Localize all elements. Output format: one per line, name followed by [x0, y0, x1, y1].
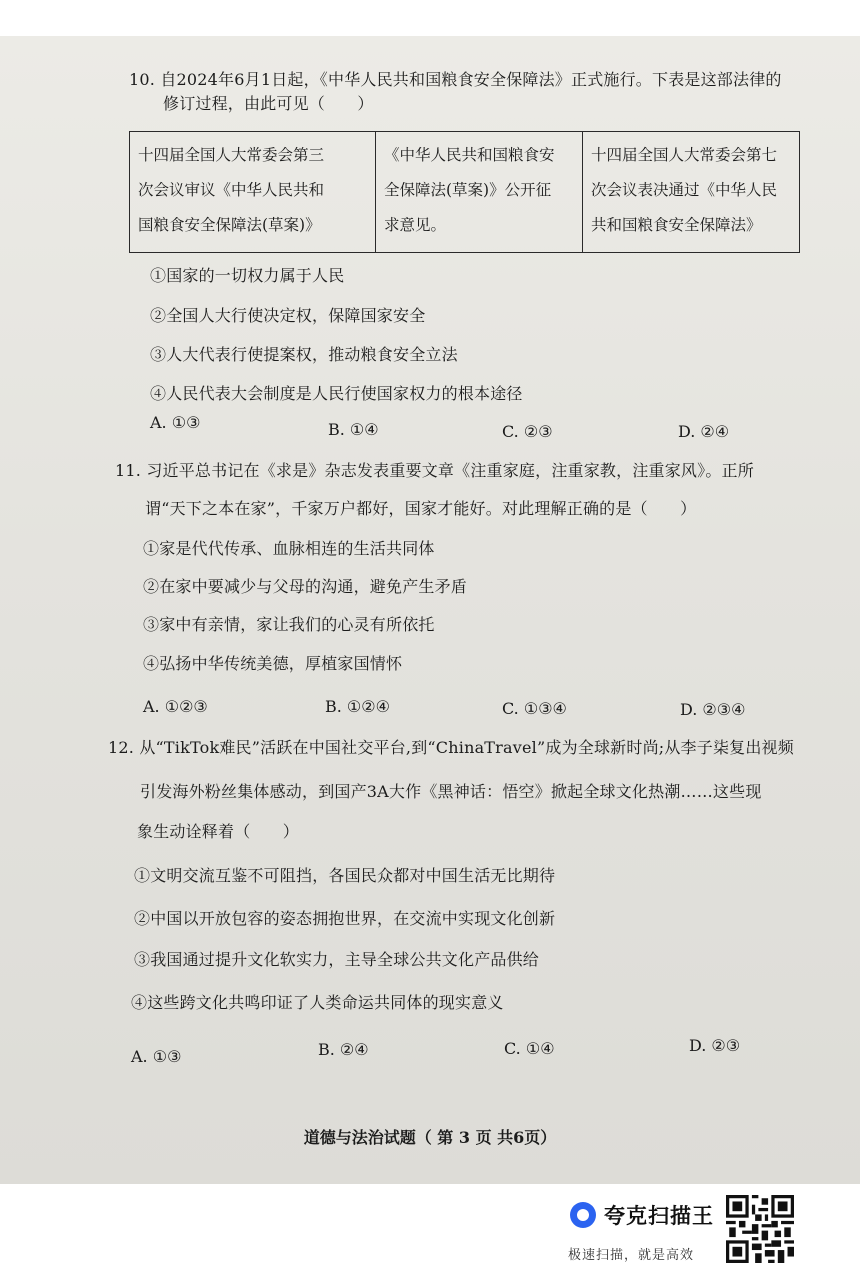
- page-footer: 道德与法治试题（ 第 3 页 共6页）: [303, 1128, 557, 1147]
- q10-item-3: ③人大代表行使提案权，推动粮食安全立法: [150, 345, 458, 364]
- q12-option-c[interactable]: C. ①④: [504, 1039, 555, 1058]
- q12-stem-line2: 引发海外粉丝集体感动，到国产3A大作《黑神话：悟空》掀起全球文化热潮……这些现: [140, 782, 762, 801]
- q10-table-cell-public-comment: [376, 132, 583, 253]
- q11-option-c[interactable]: C. ①③④: [502, 699, 567, 718]
- q12-item-4: ④这些跨文化共鸣印证了人类命运共同体的现实意义: [131, 993, 504, 1012]
- table-cell-line: 国粮食安全保障法(草案)》: [138, 216, 321, 234]
- q10-stem-line2: 修订过程，由此可见（ ）: [163, 94, 374, 113]
- table-cell-line: 次会议表决通过《中华人民: [591, 181, 778, 199]
- q12-stem-line3: 象生动诠释着（ ）: [137, 822, 300, 841]
- q11-item-1: ①家是代代传承、血脉相连的生活共同体: [143, 539, 435, 558]
- q10-stem-line1: 10. 自2024年6月1日起，《中华人民共和国粮食安全保障法》正式施行。下表是这部法律的: [129, 70, 782, 89]
- q12-option-a[interactable]: A. ①③: [131, 1047, 182, 1066]
- table-cell-line: 求意见。: [384, 216, 447, 234]
- quark-logo-icon: [570, 1202, 596, 1228]
- q12-item-1: ①文明交流互鉴不可阻挡，各国民众都对中国生活无比期待: [134, 866, 556, 885]
- table-cell-line: 《中华人民共和国粮食安: [384, 146, 555, 164]
- top-margin: [0, 0, 860, 36]
- q10-item-1: ①国家的一切权力属于人民: [150, 266, 345, 285]
- table-cell-line: 十四届全国人大常委会第三: [138, 146, 325, 164]
- q11-stem-line1: 11. 习近平总书记在《求是》杂志发表重要文章《注重家庭，注重家教，注重家风》。正所: [115, 461, 754, 480]
- q11-option-a[interactable]: A. ①②③: [143, 697, 208, 716]
- q10-option-b[interactable]: B. ①④: [328, 420, 379, 439]
- q12-stem-line1: 12. 从“TikTok难民”活跃在中国社交平台,到“ChinaTravel”成为全球新时尚;从李子柒复出视频: [108, 738, 794, 757]
- q10-table-cell-review: [130, 132, 376, 253]
- q12-option-d[interactable]: D. ②③: [689, 1036, 741, 1055]
- q12-item-2: ②中国以开放包容的姿态拥抱世界，在交流中实现文化创新: [134, 909, 556, 928]
- q10-law-process-table: [129, 131, 800, 253]
- q10-item-2: ②全国人大行使决定权，保障国家安全: [150, 306, 426, 325]
- brand-slogan: 极速扫描，就是高效: [568, 1248, 695, 1263]
- q10-table-cell-passed: [583, 132, 800, 253]
- q10-option-c[interactable]: C. ②③: [502, 422, 553, 441]
- q10-option-d[interactable]: D. ②④: [678, 422, 730, 441]
- q10-item-4: ④人民代表大会制度是人民行使国家权力的根本途径: [150, 384, 523, 403]
- table-cell-line: 次会议审议《中华人民共和: [138, 181, 325, 199]
- q11-option-d[interactable]: D. ②③④: [680, 700, 746, 719]
- brand-name: 夸克扫描王: [604, 1204, 714, 1228]
- scanner-brand: [570, 1200, 714, 1230]
- qr-code-icon: [726, 1195, 794, 1263]
- table-cell-line: 十四届全国人大常委会第七: [591, 146, 778, 164]
- q12-option-b[interactable]: B. ②④: [318, 1040, 369, 1059]
- q11-item-2: ②在家中要减少与父母的沟通，避免产生矛盾: [143, 577, 468, 596]
- q10-option-a[interactable]: A. ①③: [150, 413, 201, 432]
- q11-option-b[interactable]: B. ①②④: [325, 697, 390, 716]
- q11-item-3: ③家中有亲情，家让我们的心灵有所依托: [143, 615, 435, 634]
- table-cell-line: 共和国粮食安全保障法》: [591, 216, 762, 234]
- q11-stem-line2: 谓“天下之本在家”，千家万户都好，国家才能好。对此理解正确的是（ ）: [145, 499, 697, 518]
- q11-item-4: ④弘扬中华传统美德，厚植家国情怀: [143, 654, 403, 673]
- table-cell-line: 全保障法(草案)》公开征: [384, 181, 552, 199]
- q12-item-3: ③我国通过提升文化软实力，主导全球公共文化产品供给: [134, 950, 540, 969]
